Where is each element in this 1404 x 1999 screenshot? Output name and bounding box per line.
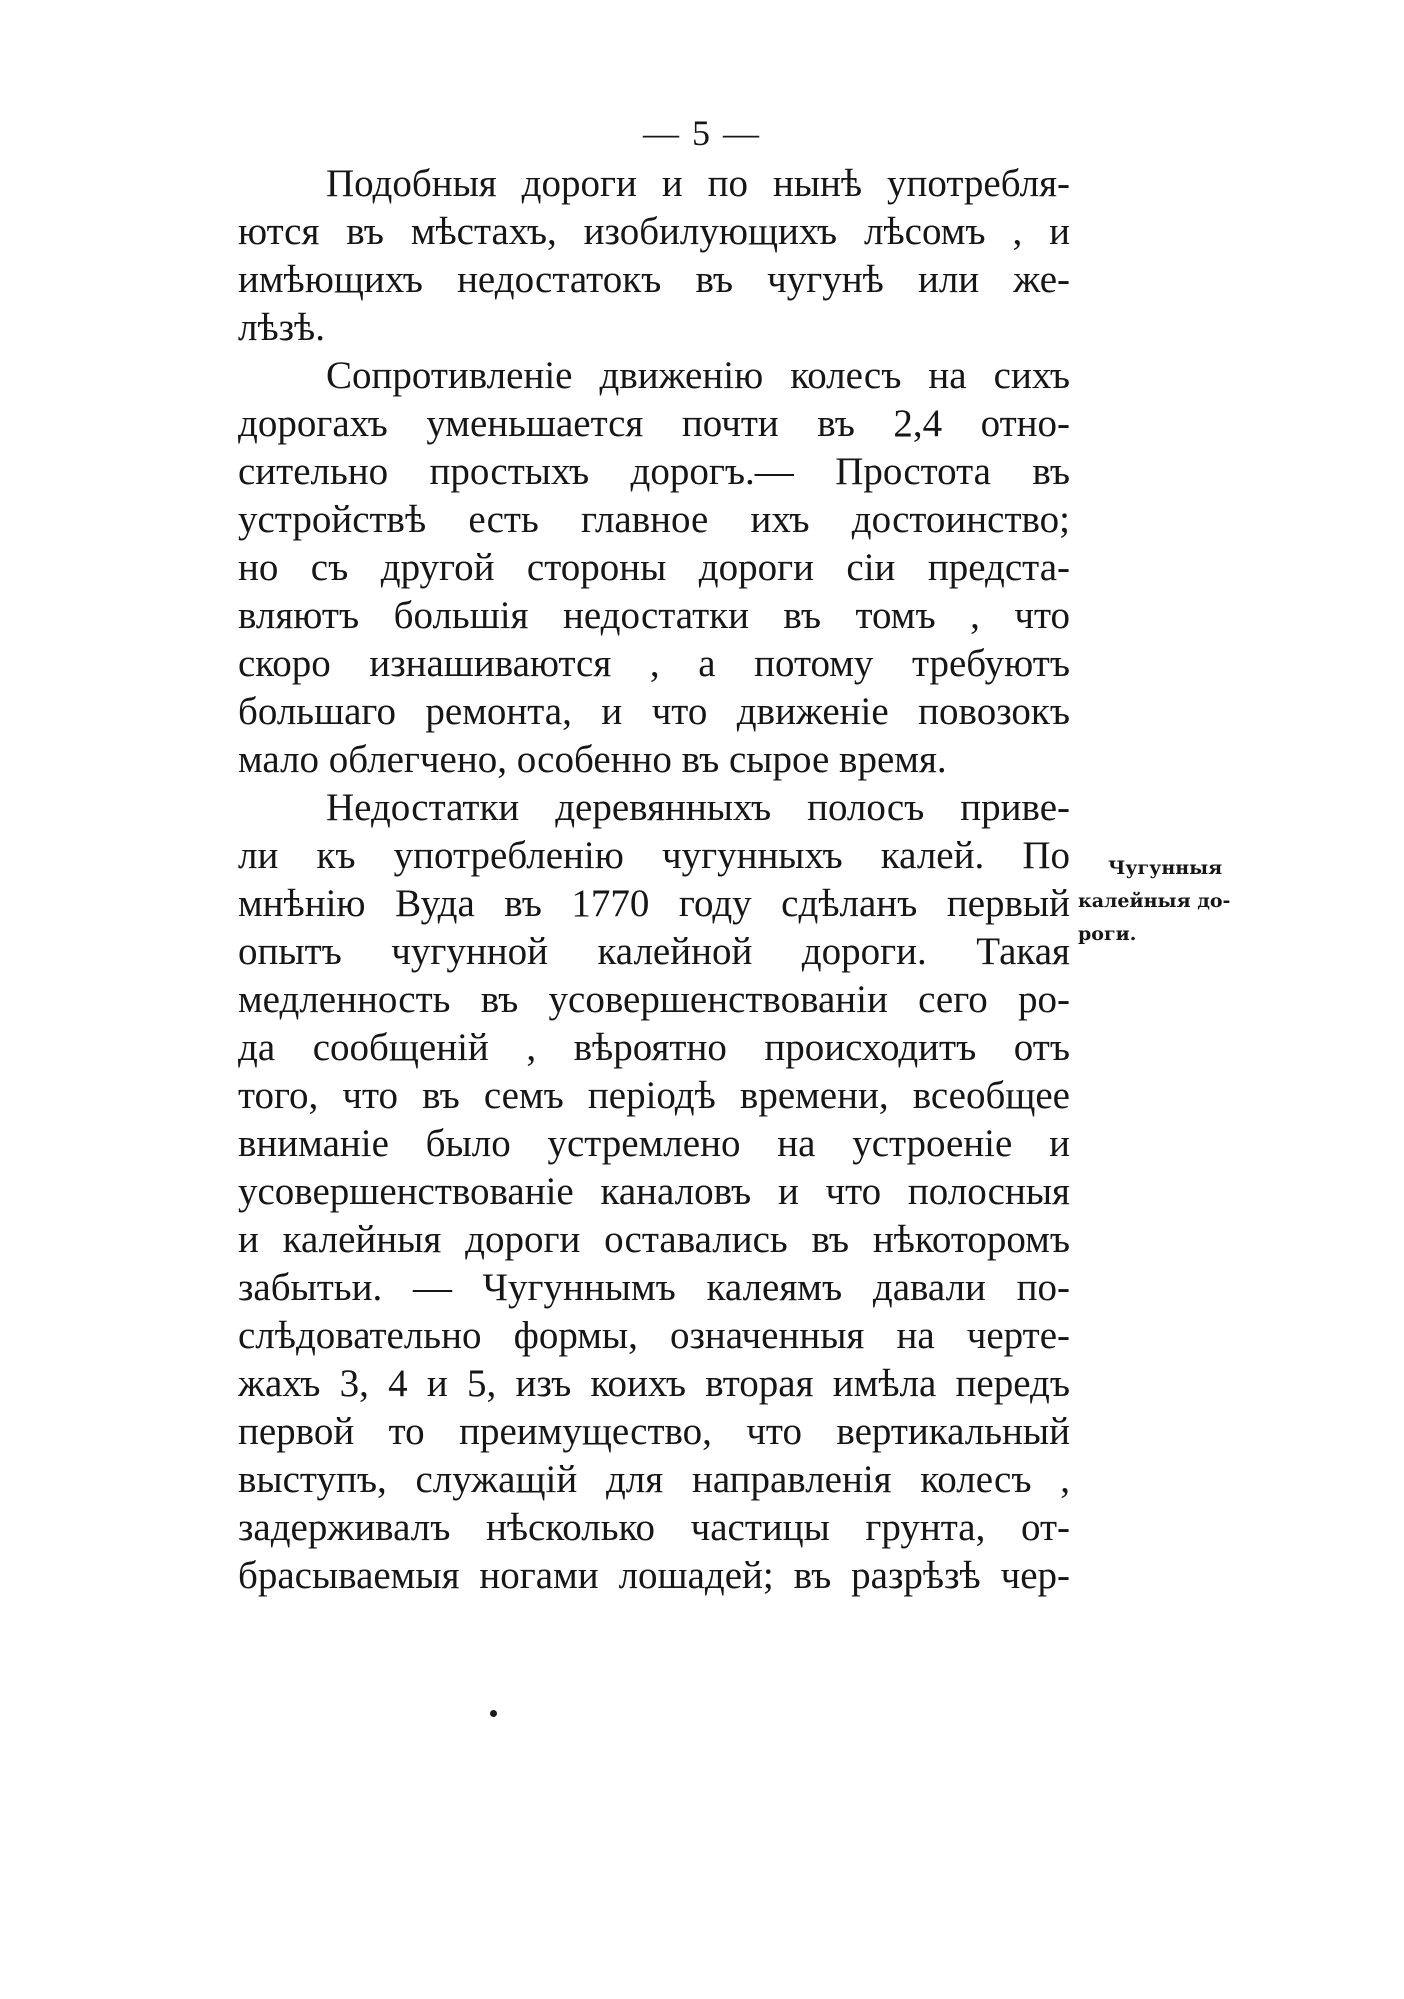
text-line: Сопротивленіе движенію колесъ на сихъ [326, 354, 1070, 397]
text-line: первой то преимущество, что вертикальный [238, 1410, 1070, 1453]
printer-dot-mark [490, 1710, 497, 1717]
text-line: слѣдовательно формы, означенныя на черте- [238, 1314, 1070, 1357]
text-line: Подобныя дороги и по нынѣ употребля- [326, 162, 1070, 205]
text-line: большаго ремонта, и что движеніе повозокъ [238, 690, 1070, 733]
text-line: ются въ мѣстахъ, изобилующихъ лѣсомъ , и [238, 210, 1070, 253]
text-line: медленность въ усовершенствованіи сего ро- [238, 978, 1070, 1021]
text-line: но съ другой стороны дороги сіи предста- [238, 546, 1070, 589]
text-line: Недостатки деревянныхъ полосъ приве- [326, 786, 1070, 829]
margin-note-line: калейныя до- [1078, 890, 1231, 912]
text-line: сительно простыхъ дорогъ.— Простота въ [238, 450, 1070, 493]
text-line: дорогахъ уменьшается почти въ 2,4 отно- [238, 402, 1070, 445]
page-number: — 5 — [643, 113, 761, 153]
text-line: да сообщеній , вѣроятно происходитъ отъ [238, 1026, 1070, 1069]
text-line: мнѣнію Вуда въ 1770 году сдѣланъ первый [238, 882, 1070, 925]
text-line: опытъ чугунной калейной дороги. Такая [238, 930, 1070, 973]
text-line: жахъ 3, 4 и 5, изъ коихъ вторая имѣла передъ [238, 1362, 1070, 1405]
margin-note-line: Чугунныя [1108, 857, 1223, 879]
text-line: усовершенствованіе каналовъ и что полосныя [238, 1170, 1070, 1213]
text-line: того, что въ семъ періодѣ времени, всеобщее [238, 1074, 1070, 1117]
text-line: и калейныя дороги оставались въ нѣкоторомъ [238, 1218, 1070, 1261]
margin-note [1078, 852, 1238, 951]
text-line: брасываемыя ногами лошадей; въ разрѣзѣ чер- [238, 1554, 1070, 1597]
text-line: задерживалъ нѣсколько частицы грунта, от- [238, 1506, 1070, 1549]
text-line: ли къ употребленію чугунныхъ калей. По [238, 834, 1070, 877]
text-line: лѣзѣ. [238, 306, 325, 349]
text-line: выступъ, служащій для направленія колесъ , [238, 1458, 1070, 1501]
text-line: забытьи. — Чугуннымъ калеямъ давали по- [238, 1266, 1070, 1309]
text-line: вниманіе было устремлено на устроеніе и [238, 1122, 1070, 1165]
text-line: мало облегчено, особенно въ сырое время. [238, 738, 947, 781]
margin-note-line: роги. [1078, 923, 1137, 945]
text-line: имѣющихъ недостатокъ въ чугунѣ или же- [238, 258, 1070, 301]
text-line: устройствѣ есть главное ихъ достоинство; [238, 498, 1070, 541]
text-line: скоро изнашиваются , а потому требуютъ [238, 642, 1070, 685]
text-line: вляютъ большія недостатки въ томъ , что [238, 594, 1070, 637]
